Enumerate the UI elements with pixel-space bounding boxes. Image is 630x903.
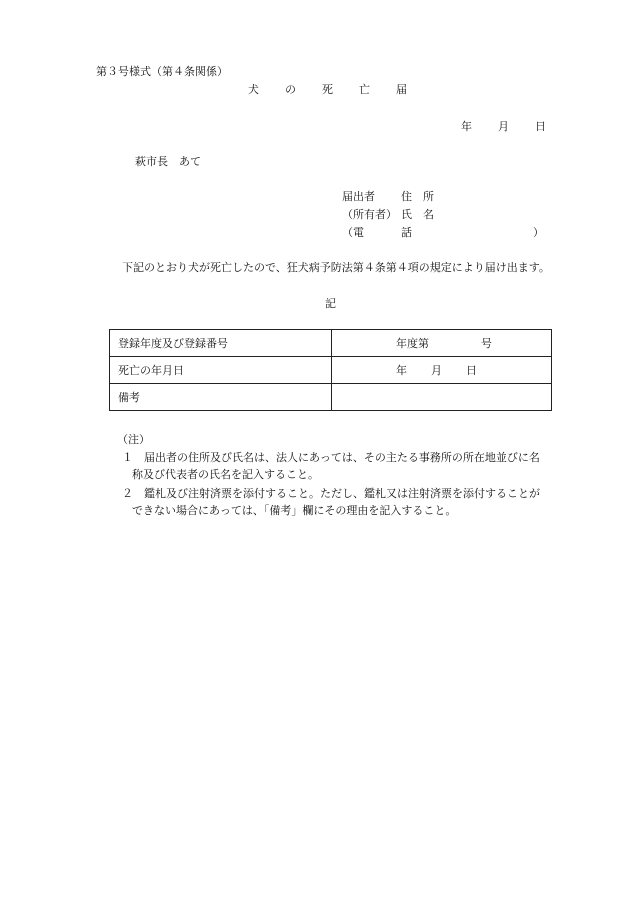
death-date-label: 死亡の年月日 [110,357,332,384]
applicant-label: 届出者 [342,190,375,203]
applicant-block [342,191,544,245]
note-number: ２ [122,487,133,500]
name-label: 氏名 [401,208,445,221]
death-year-text: 年 [396,364,407,377]
submission-date [461,121,546,132]
ki-heading: 記 [325,297,336,310]
address-label: 住所 [401,190,445,203]
remarks-value [332,384,552,411]
registration-number-text: 号 [481,337,492,350]
registration-year-text: 年度第 [396,337,429,350]
registration-label: 登録年度及び登録番号 [110,330,332,357]
note-number: １ [122,451,133,464]
remarks-label: 備考 [110,384,332,411]
phone-label: 話 [401,226,423,239]
applicant-address-row [342,191,544,209]
date-month-label: 月 [498,120,509,133]
note-item-1 [122,452,540,463]
note-item-2 [122,488,540,499]
owner-label: （所有者） [342,208,397,221]
table-row [110,384,552,411]
document-title: 犬の死亡届 [248,83,433,96]
death-month-text: 月 [431,364,442,377]
phone-close-paren: ） [533,226,544,239]
death-day-text: 日 [466,364,477,377]
applicant-name-row [342,209,544,227]
date-day-label: 日 [535,120,546,133]
note-item-2-continued: できない場合にあっては、「備考」欄にその理由を記入すること。 [132,504,457,517]
date-year-label: 年 [461,120,472,133]
form-number: 第３号様式（第４条関係） [96,65,228,78]
notes-heading: （注） [117,433,150,446]
addressee: 萩市長 あて [135,155,201,168]
note-text: 鑑札及び注射済票を添付すること。ただし、鑑札又は注射済票を添付することが [144,487,540,500]
note-item-1-continued: 称及び代表者の氏名を記入すること。 [132,468,319,481]
table-row [110,357,552,384]
registration-value [332,330,552,357]
table-row [110,330,552,357]
death-date-value [332,357,552,384]
applicant-phone-row [342,227,544,245]
note-text: 届出者の住所及び氏名は、法人にあっては、その主たる事務所の所在地並びに名 [144,451,540,464]
phone-open-paren: （電 [342,226,364,239]
record-table [109,329,552,411]
declaration-text: 下記のとおり犬が死亡したので、狂犬病予防法第４条第４項の規定により届け出ます。 [122,261,550,274]
